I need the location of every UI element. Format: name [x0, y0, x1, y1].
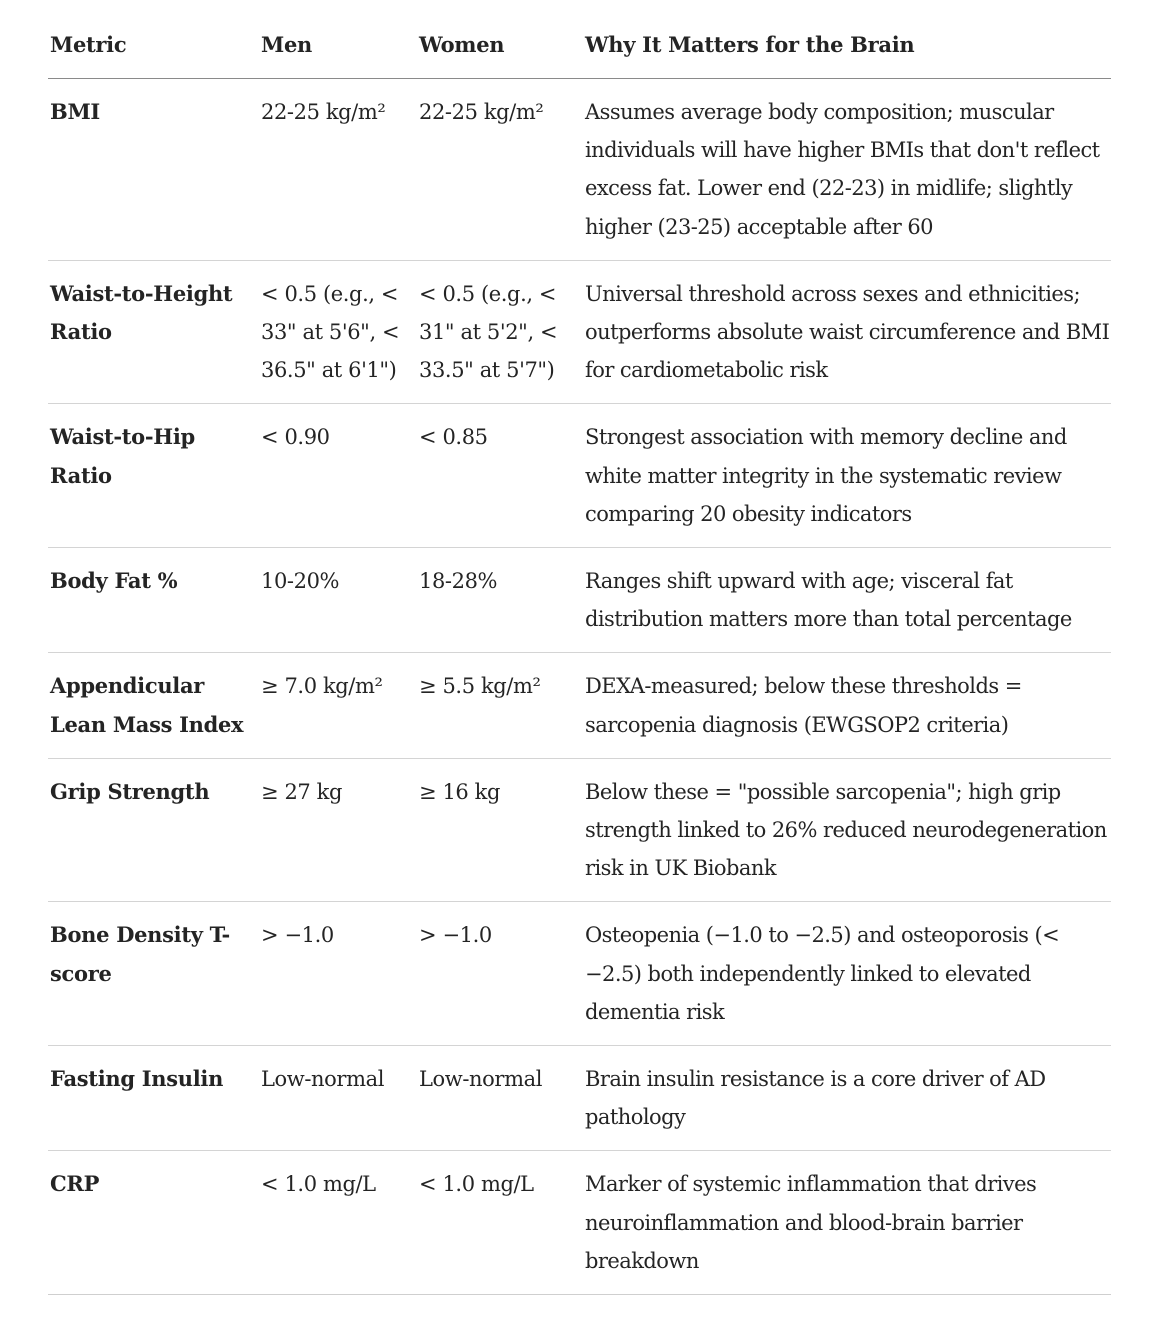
header-metric: Metric	[48, 0, 259, 79]
cell-women: ≥ 16 kg	[417, 758, 583, 902]
cell-metric: BMI	[48, 79, 259, 261]
cell-why: Strongest association with memory decline and white matter integrity in the systematic review comparing 20 obesity indicators	[583, 404, 1111, 548]
cell-men: 22-25 kg/m²	[259, 79, 417, 261]
cell-men: < 0.5 (e.g., < 33" at 5'6", < 36.5" at 6'1")	[259, 260, 417, 404]
header-men: Men	[259, 0, 417, 79]
cell-women: < 0.5 (e.g., < 31" at 5'2", < 33.5" at 5'7")	[417, 260, 583, 404]
cell-men: ≥ 7.0 kg/m²	[259, 653, 417, 758]
table-row	[48, 548, 1111, 653]
cell-metric: Grip Strength	[48, 758, 259, 902]
cell-women: < 1.0 mg/L	[417, 1151, 583, 1295]
metrics-table	[48, 0, 1111, 1295]
cell-why: Below these = "possible sarcopenia"; high grip strength linked to 26% reduced neurodegeneration risk in UK Biobank	[583, 758, 1111, 902]
header-row	[48, 0, 1111, 79]
table-row	[48, 902, 1111, 1046]
cell-men: 10-20%	[259, 548, 417, 653]
table-row	[48, 1046, 1111, 1151]
header-women: Women	[417, 0, 583, 79]
cell-metric: Waist-to-Hip Ratio	[48, 404, 259, 548]
cell-metric: Bone Density T-score	[48, 902, 259, 1046]
cell-women: 18-28%	[417, 548, 583, 653]
cell-metric: Appendicular Lean Mass Index	[48, 653, 259, 758]
cell-men: < 0.90	[259, 404, 417, 548]
cell-metric: Fasting Insulin	[48, 1046, 259, 1151]
cell-women: > −1.0	[417, 902, 583, 1046]
cell-men: > −1.0	[259, 902, 417, 1046]
cell-why: Osteopenia (−1.0 to −2.5) and osteoporosis (< −2.5) both independently linked to elevated dementia risk	[583, 902, 1111, 1046]
cell-metric: Waist-to-Height Ratio	[48, 260, 259, 404]
metrics-table-container	[48, 0, 1111, 1295]
cell-women: 22-25 kg/m²	[417, 79, 583, 261]
table-row	[48, 260, 1111, 404]
cell-why: Brain insulin resistance is a core driver of AD pathology	[583, 1046, 1111, 1151]
cell-women: < 0.85	[417, 404, 583, 548]
cell-men: ≥ 27 kg	[259, 758, 417, 902]
cell-men: < 1.0 mg/L	[259, 1151, 417, 1295]
table-row	[48, 653, 1111, 758]
cell-why: DEXA-measured; below these thresholds = sarcopenia diagnosis (EWGSOP2 criteria)	[583, 653, 1111, 758]
cell-why: Assumes average body composition; muscular individuals will have higher BMIs that don't reflect excess fat. Lower end (22-23) in midlife; slightly higher (23-25) acceptable after 60	[583, 79, 1111, 261]
header-why: Why It Matters for the Brain	[583, 0, 1111, 79]
table-row	[48, 404, 1111, 548]
cell-women: ≥ 5.5 kg/m²	[417, 653, 583, 758]
cell-metric: CRP	[48, 1151, 259, 1295]
cell-why: Universal threshold across sexes and ethnicities; outperforms absolute waist circumference and BMI for cardiometabolic risk	[583, 260, 1111, 404]
cell-women: Low-normal	[417, 1046, 583, 1151]
table-row	[48, 1151, 1111, 1295]
cell-men: Low-normal	[259, 1046, 417, 1151]
cell-why: Ranges shift upward with age; visceral fat distribution matters more than total percentage	[583, 548, 1111, 653]
table-row	[48, 758, 1111, 902]
table-header	[48, 0, 1111, 79]
cell-metric: Body Fat %	[48, 548, 259, 653]
table-body	[48, 79, 1111, 1295]
cell-why: Marker of systemic inflammation that drives neuroinflammation and blood-brain barrier breakdown	[583, 1151, 1111, 1295]
table-row	[48, 79, 1111, 261]
